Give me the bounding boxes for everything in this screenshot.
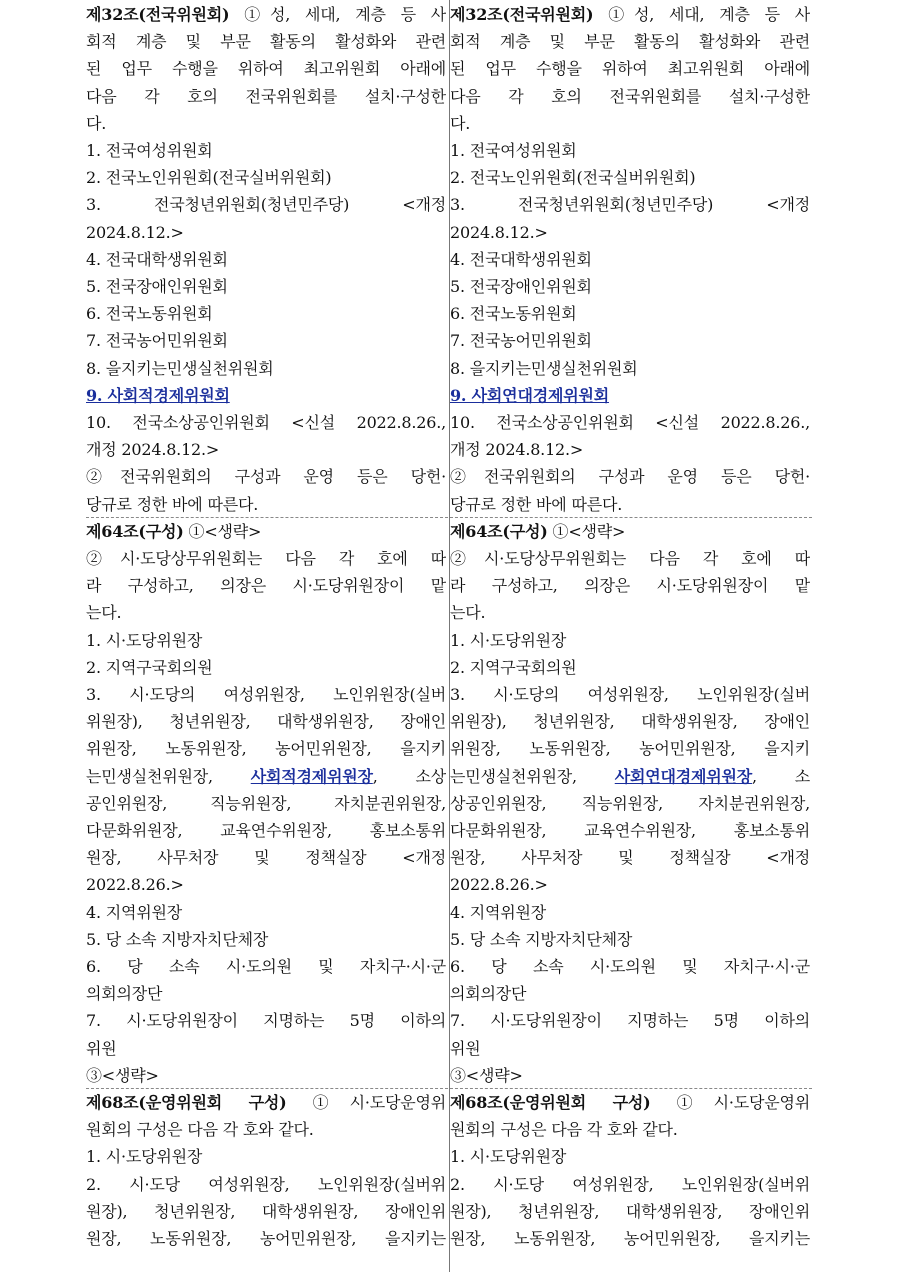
- text-line: [450, 1116, 810, 1143]
- line-text: 의회의장단: [450, 984, 527, 1004]
- text-line: [86, 110, 446, 137]
- line-text: 회적 계층 및 부문 활동의 활성화와 관련: [450, 32, 810, 52]
- article-heading: 제64조(구성): [86, 521, 184, 541]
- line-text: 1. 시·도당위원장: [86, 630, 203, 650]
- comparison-table: [86, 0, 812, 1272]
- text-line: [450, 164, 810, 191]
- text-line: [86, 164, 446, 191]
- text-line: [450, 1035, 810, 1062]
- line-text: 6. 당 소속 시·도의원 및 자치구·시·군: [450, 957, 810, 976]
- line-text: ①<생략>: [183, 521, 262, 541]
- text-line: [86, 1116, 446, 1143]
- text-line: [450, 491, 810, 518]
- text-line: [86, 355, 446, 382]
- amended-text: 사회적경제위원장: [250, 766, 373, 786]
- line-text: 2. 전국노인위원회(전국실버위원회): [450, 168, 696, 188]
- line-text: 원장, 노동위원장, 농어민위원장, 을지키는: [450, 1229, 810, 1248]
- line-text: , 소: [752, 766, 810, 786]
- text-line: [450, 708, 810, 735]
- line-text: 위원장), 청년위원장, 대학생위원장, 장애인: [450, 712, 810, 732]
- line-text: 1. 전국여성위원회: [86, 141, 213, 160]
- line-text: 3. 시·도당의 여성위원장, 노인위원장(실버: [86, 685, 446, 704]
- line-text: 개정 2024.8.12.>: [450, 440, 584, 460]
- text-line: [450, 817, 810, 844]
- text-line: [450, 463, 810, 490]
- line-text: 위원장, 노동위원장, 농어민위원장, 을지키: [86, 739, 446, 759]
- text-line: [86, 55, 446, 82]
- text-line: [86, 1143, 446, 1170]
- text-line: [86, 409, 446, 436]
- text-line: [450, 980, 810, 1007]
- text-line: [86, 545, 446, 572]
- text-line: [450, 1089, 810, 1116]
- amended-text: 9. 사회연대경제위원회: [450, 385, 609, 405]
- text-line: [450, 137, 810, 164]
- text-line: [86, 1198, 446, 1225]
- text-line: [86, 763, 446, 790]
- line-text: 개정 2024.8.12.>: [86, 440, 220, 460]
- line-text: 5. 전국장애인위원회: [450, 277, 592, 296]
- text-line: [450, 844, 810, 871]
- text-line: [450, 545, 810, 572]
- text-line: [450, 1225, 810, 1252]
- article-heading: 제64조(구성): [450, 521, 548, 541]
- line-text: 라 구성하고, 의장은 시·도당위원장이 맡: [86, 576, 446, 596]
- text-line: [450, 1, 810, 28]
- line-text: 1. 시·도당위원장: [450, 1147, 567, 1167]
- line-text: 공인위원장, 직능위원장, 자치분권위원장,: [86, 793, 446, 813]
- line-text: 다문화위원장, 교육연수위원장, 홍보소통위: [450, 821, 810, 840]
- text-line: [450, 926, 810, 953]
- line-text: 원회의 구성은 다음 각 호와 같다.: [86, 1120, 314, 1140]
- text-line: [86, 871, 446, 898]
- text-line: [86, 191, 446, 218]
- text-line: [86, 1225, 446, 1252]
- line-text: 6. 전국노동위원회: [86, 304, 213, 324]
- line-text: 당규로 정한 바에 따른다.: [86, 494, 259, 514]
- text-line: [450, 273, 810, 300]
- text-line: [86, 28, 446, 55]
- article-separator: [86, 517, 812, 518]
- text-line: [86, 1062, 446, 1089]
- line-text: 된 업무 수행을 위하여 최고위원회 아래에: [86, 59, 446, 79]
- line-text: 다.: [450, 113, 471, 133]
- text-line: [450, 572, 810, 599]
- line-text: 는다.: [450, 603, 486, 623]
- line-text: 의회의장단: [86, 984, 163, 1004]
- text-line: [450, 1062, 810, 1089]
- text-line: [450, 83, 810, 110]
- text-line: [86, 953, 446, 980]
- line-text: 다음 각 호의 전국위원회를 설치·구성한: [86, 86, 446, 106]
- text-line: [86, 1007, 446, 1034]
- line-text: 위원장), 청년위원장, 대학생위원장, 장애인: [86, 712, 446, 732]
- text-line: [86, 463, 446, 490]
- line-text: 2024.8.12.>: [450, 222, 548, 242]
- article-heading: 제68조(운영위원회 구성): [86, 1093, 287, 1112]
- line-text: 다문화위원장, 교육연수위원장, 홍보소통위: [86, 821, 446, 840]
- text-line: [86, 382, 446, 409]
- text-line: [450, 191, 810, 218]
- text-line: [450, 518, 810, 545]
- line-text: ①성, 세대, 계층 등 사: [593, 5, 810, 24]
- text-line: [86, 518, 446, 545]
- line-text: 2. 지역구국회의원: [86, 657, 213, 677]
- line-text: 2022.8.26.>: [86, 875, 184, 895]
- line-text: 원장, 사무처장 및 정책실장 <개정: [450, 848, 810, 868]
- text-line: [86, 790, 446, 817]
- line-text: 된 업무 수행을 위하여 최고위원회 아래에: [450, 59, 810, 79]
- line-text: 2022.8.26.>: [450, 875, 548, 895]
- text-line: [86, 273, 446, 300]
- text-line: [450, 28, 810, 55]
- line-text: ②시·도당상무위원회는 다음 각 호에 따: [86, 549, 446, 568]
- text-line: [86, 327, 446, 354]
- text-line: [86, 219, 446, 246]
- line-text: 라 구성하고, 의장은 시·도당위원장이 맡: [450, 576, 810, 596]
- text-line: [86, 681, 446, 708]
- article-heading: 제68조(운영위원회 구성): [450, 1093, 651, 1112]
- text-line: [450, 599, 810, 626]
- line-text: 1. 전국여성위원회: [450, 141, 577, 160]
- line-text: ③<생략>: [86, 1065, 159, 1085]
- text-line: [450, 110, 810, 137]
- text-line: [86, 926, 446, 953]
- text-line: [86, 436, 446, 463]
- line-text: 7. 전국농어민위원회: [86, 331, 228, 351]
- line-text: ①성, 세대, 계층 등 사: [229, 5, 446, 24]
- amended-text: 9. 사회적경제위원회: [86, 385, 230, 405]
- line-text: 원회의 구성은 다음 각 호와 같다.: [450, 1120, 678, 1140]
- line-text: 상공인위원장, 직능위원장, 자치분권위원장,: [450, 793, 810, 813]
- line-text: 위원장, 노동위원장, 농어민위원장, 을지키: [450, 739, 810, 759]
- text-line: [450, 246, 810, 273]
- line-text: 4. 지역위원장: [450, 902, 547, 922]
- text-line: [450, 327, 810, 354]
- line-text: 7. 전국농어민위원회: [450, 331, 592, 351]
- text-line: [450, 763, 810, 790]
- line-text: 10. 전국소상공인위원회 <신설 2022.8.26.,: [450, 413, 810, 432]
- article-heading: 제32조(전국위원회): [450, 5, 594, 24]
- line-text: 6. 전국노동위원회: [450, 304, 577, 324]
- line-text: 1. 시·도당위원장: [450, 630, 567, 650]
- text-line: [86, 654, 446, 681]
- line-text: 당규로 정한 바에 따른다.: [450, 494, 623, 514]
- line-text: 2. 시·도당 여성위원장, 노인위원장(실버위: [86, 1174, 446, 1194]
- text-line: [450, 1143, 810, 1170]
- text-line: [450, 1171, 810, 1198]
- line-text: 2024.8.12.>: [86, 222, 184, 242]
- text-line: [450, 871, 810, 898]
- text-line: [86, 137, 446, 164]
- text-line: [450, 300, 810, 327]
- text-line: [86, 491, 446, 518]
- text-line: [86, 627, 446, 654]
- text-line: [86, 817, 446, 844]
- line-text: ②전국위원회의 구성과 운영 등은 당헌·: [450, 467, 810, 487]
- line-text: 8. 을지키는민생실천위원회: [86, 358, 274, 378]
- line-text: 5. 전국장애인위원회: [86, 277, 228, 296]
- line-text: 원장), 청년위원장, 대학생위원장, 장애인위: [86, 1201, 446, 1221]
- article-heading: 제32조(전국위원회): [86, 5, 230, 24]
- line-text: 원장), 청년위원장, 대학생위원장, 장애인위: [450, 1201, 810, 1221]
- line-text: ①시·도당운영위: [286, 1093, 446, 1112]
- text-line: [450, 899, 810, 926]
- line-text: 위원: [86, 1038, 117, 1058]
- text-line: [450, 1007, 810, 1034]
- text-line: [450, 409, 810, 436]
- line-text: ③<생략>: [450, 1065, 523, 1085]
- text-line: [450, 436, 810, 463]
- line-text: ②전국위원회의 구성과 운영 등은 당헌·: [86, 467, 446, 487]
- line-text: 2. 지역구국회의원: [450, 657, 577, 677]
- line-text: 4. 전국대학생위원회: [86, 249, 228, 269]
- text-line: [450, 654, 810, 681]
- text-line: [450, 953, 810, 980]
- line-text: 3. 전국청년위원회(청년민주당) <개정: [86, 195, 446, 215]
- line-text: 다음 각 호의 전국위원회를 설치·구성한: [450, 86, 810, 106]
- line-text: 위원: [450, 1038, 481, 1058]
- text-line: [86, 1, 446, 28]
- line-text: , 소상: [372, 766, 446, 786]
- line-text: 는민생실천위원장,: [450, 766, 615, 786]
- text-line: [450, 790, 810, 817]
- text-line: [86, 572, 446, 599]
- text-line: [86, 708, 446, 735]
- article-separator: [86, 1088, 812, 1089]
- line-text: ①<생략>: [547, 521, 626, 541]
- text-line: [86, 1171, 446, 1198]
- text-line: [450, 627, 810, 654]
- text-line: [450, 1198, 810, 1225]
- line-text: 는다.: [86, 603, 122, 623]
- text-line: [450, 681, 810, 708]
- line-text: 3. 시·도당의 여성위원장, 노인위원장(실버: [450, 685, 810, 704]
- line-text: 5. 당 소속 지방자치단체장: [86, 929, 269, 949]
- line-text: 7. 시·도당위원장이 지명하는 5명 이하의: [450, 1011, 810, 1031]
- text-line: [450, 382, 810, 409]
- line-text: 5. 당 소속 지방자치단체장: [450, 929, 633, 949]
- line-text: 회적 계층 및 부문 활동의 활성화와 관련: [86, 32, 446, 52]
- line-text: 1. 시·도당위원장: [86, 1147, 203, 1167]
- line-text: ②시·도당상무위원회는 다음 각 호에 따: [450, 549, 810, 568]
- text-line: [86, 899, 446, 926]
- text-line: [86, 300, 446, 327]
- line-text: 4. 전국대학생위원회: [450, 249, 592, 269]
- line-text: 는민생실천위원장,: [86, 766, 251, 786]
- amended-text: 사회연대경제위원장: [614, 766, 753, 786]
- line-text: 다.: [86, 113, 107, 133]
- line-text: 2. 시·도당 여성위원장, 노인위원장(실버위: [450, 1174, 810, 1194]
- text-line: [86, 1035, 446, 1062]
- text-line: [450, 355, 810, 382]
- text-line: [86, 980, 446, 1007]
- line-text: ①시·도당운영위: [650, 1093, 810, 1112]
- text-line: [86, 599, 446, 626]
- line-text: 원장, 사무처장 및 정책실장 <개정: [86, 848, 446, 868]
- text-line: [450, 55, 810, 82]
- line-text: 10. 전국소상공인위원회 <신설 2022.8.26.,: [86, 413, 446, 432]
- text-line: [86, 246, 446, 273]
- text-line: [86, 735, 446, 762]
- text-line: [86, 1089, 446, 1116]
- text-line: [86, 844, 446, 871]
- line-text: 7. 시·도당위원장이 지명하는 5명 이하의: [86, 1011, 446, 1031]
- text-line: [450, 219, 810, 246]
- line-text: 2. 전국노인위원회(전국실버위원회): [86, 168, 332, 188]
- line-text: 3. 전국청년위원회(청년민주당) <개정: [450, 195, 810, 215]
- line-text: 6. 당 소속 시·도의원 및 자치구·시·군: [86, 957, 446, 976]
- line-text: 8. 을지키는민생실천위원회: [450, 358, 638, 378]
- line-text: 원장, 노동위원장, 농어민위원장, 을지키는: [86, 1229, 446, 1248]
- text-line: [450, 735, 810, 762]
- line-text: 4. 지역위원장: [86, 902, 183, 922]
- text-line: [86, 83, 446, 110]
